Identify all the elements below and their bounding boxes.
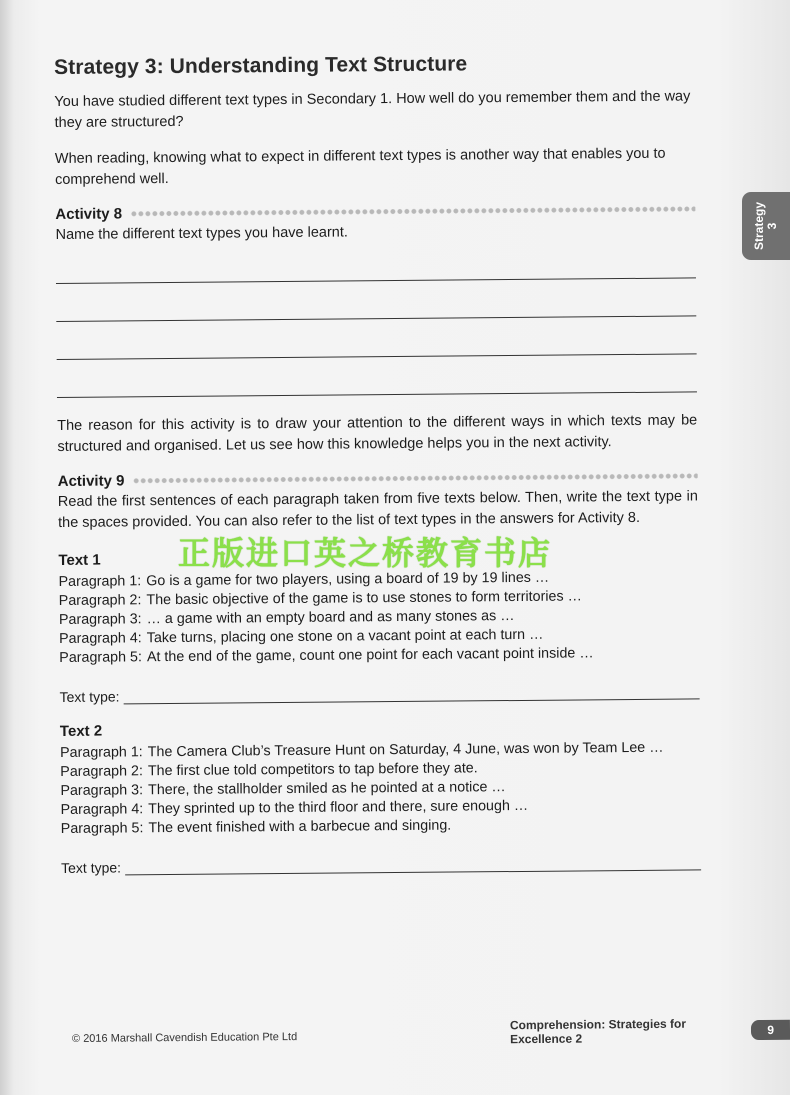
- activity-8-title: Activity 8: [55, 205, 123, 223]
- page-title: Strategy 3: Understanding Text Structure: [54, 52, 468, 79]
- side-tab-number: 3: [765, 222, 779, 230]
- paragraph-label: Paragraph 4:: [59, 630, 142, 647]
- text-1-type-answer-line[interactable]: [123, 682, 699, 704]
- text-2-paragraph-list: [60, 738, 701, 839]
- activity-9-title: Activity 9: [57, 472, 125, 490]
- paragraph-label: Paragraph 2:: [60, 763, 143, 780]
- page-footer: [510, 1016, 790, 1046]
- strategy-side-tab: [742, 192, 790, 260]
- paragraph-label: Paragraph 2:: [58, 592, 142, 609]
- paragraph-text: The event finished with a barbecue and singing.: [148, 817, 452, 837]
- reason-paragraph: The reason for this activity is to draw your attention to the different ways in which texts may be structured and organised. Let us see how this knowledge helps you in the next activity.: [57, 412, 698, 455]
- store-watermark: 正版进口英之桥教育书店: [178, 534, 553, 572]
- paragraph-label: Paragraph 1:: [58, 573, 142, 590]
- activity-9-instruction: Read the first sentences of each paragraph taken from five texts below. Then, write the text type in the spaces provided. You can also refer to the list of text types in the answers for Activity 8.: [57, 488, 698, 531]
- answer-line-1[interactable]: [56, 240, 696, 284]
- text-type-label: Text type:: [61, 859, 122, 876]
- answer-line-3[interactable]: [56, 316, 696, 360]
- paragraph-label: Paragraph 3:: [60, 782, 144, 799]
- page-number-badge: 9: [751, 1020, 790, 1040]
- text-2-type-answer-line[interactable]: [125, 853, 701, 875]
- paragraph-text: The Camera Club’s Treasure Hunt on Saturday, 4 June, was won by Team Lee …: [147, 739, 664, 761]
- text-type-label: Text type:: [59, 688, 120, 705]
- paragraph-text: There, the stallholder smiled as he pointed at a notice …: [148, 779, 506, 799]
- dotted-divider: [132, 472, 697, 484]
- text-1-paragraph-list: [59, 567, 700, 668]
- paragraph-text: Take turns, placing one stone on a vacant point at each turn …: [146, 626, 544, 647]
- paragraph-label: Paragraph 1:: [60, 744, 143, 761]
- answer-line-2[interactable]: [56, 278, 696, 322]
- intro-paragraph-1: You have studied different text types in Secondary 1. How well do you remember them and the way they are structured?: [54, 88, 691, 131]
- text-1-type-row: [60, 682, 700, 705]
- answer-line-4[interactable]: [57, 354, 697, 398]
- side-tab-label: Strategy: [752, 201, 766, 251]
- paragraph-label: Paragraph 5:: [59, 649, 142, 666]
- paragraph-text: … a game with an empty board and as many stones as …: [146, 608, 515, 628]
- paragraph-label: Paragraph 4:: [60, 801, 144, 818]
- activity-8-instruction: Name the different text types you have learnt.: [55, 224, 348, 243]
- paragraph-label: Paragraph 5:: [60, 820, 144, 837]
- paragraph-text: At the end of the game, count one point for each vacant point inside …: [146, 645, 594, 666]
- paragraph-text: They sprinted up to the third floor and there, sure enough …: [148, 797, 529, 818]
- text-2-title: Text 2: [59, 722, 103, 740]
- page-content: [54, 50, 701, 876]
- text-2-block: [60, 717, 701, 876]
- paragraph-text: The first clue told competitors to tap before they ate.: [147, 760, 478, 780]
- text-2-type-row: [61, 853, 701, 876]
- text-1-title: Text 1: [58, 551, 101, 569]
- paragraph-label: Paragraph 3:: [58, 611, 142, 628]
- intro-paragraph-2: When reading, knowing what to expect in different text types is another way that enables you to comprehend well.: [54, 145, 666, 188]
- copyright-notice: © 2016 Marshall Cavendish Education Pte Ltd: [71, 1031, 298, 1045]
- paragraph-text: Go is a game for two players, using a board of 19 by 19 lines …: [146, 569, 550, 590]
- paragraph-text: The basic objective of the game is to use stones to form territories …: [146, 588, 582, 609]
- dotted-divider: [130, 205, 695, 217]
- book-title: Comprehension: Strategies for Excellence 2: [509, 1016, 687, 1047]
